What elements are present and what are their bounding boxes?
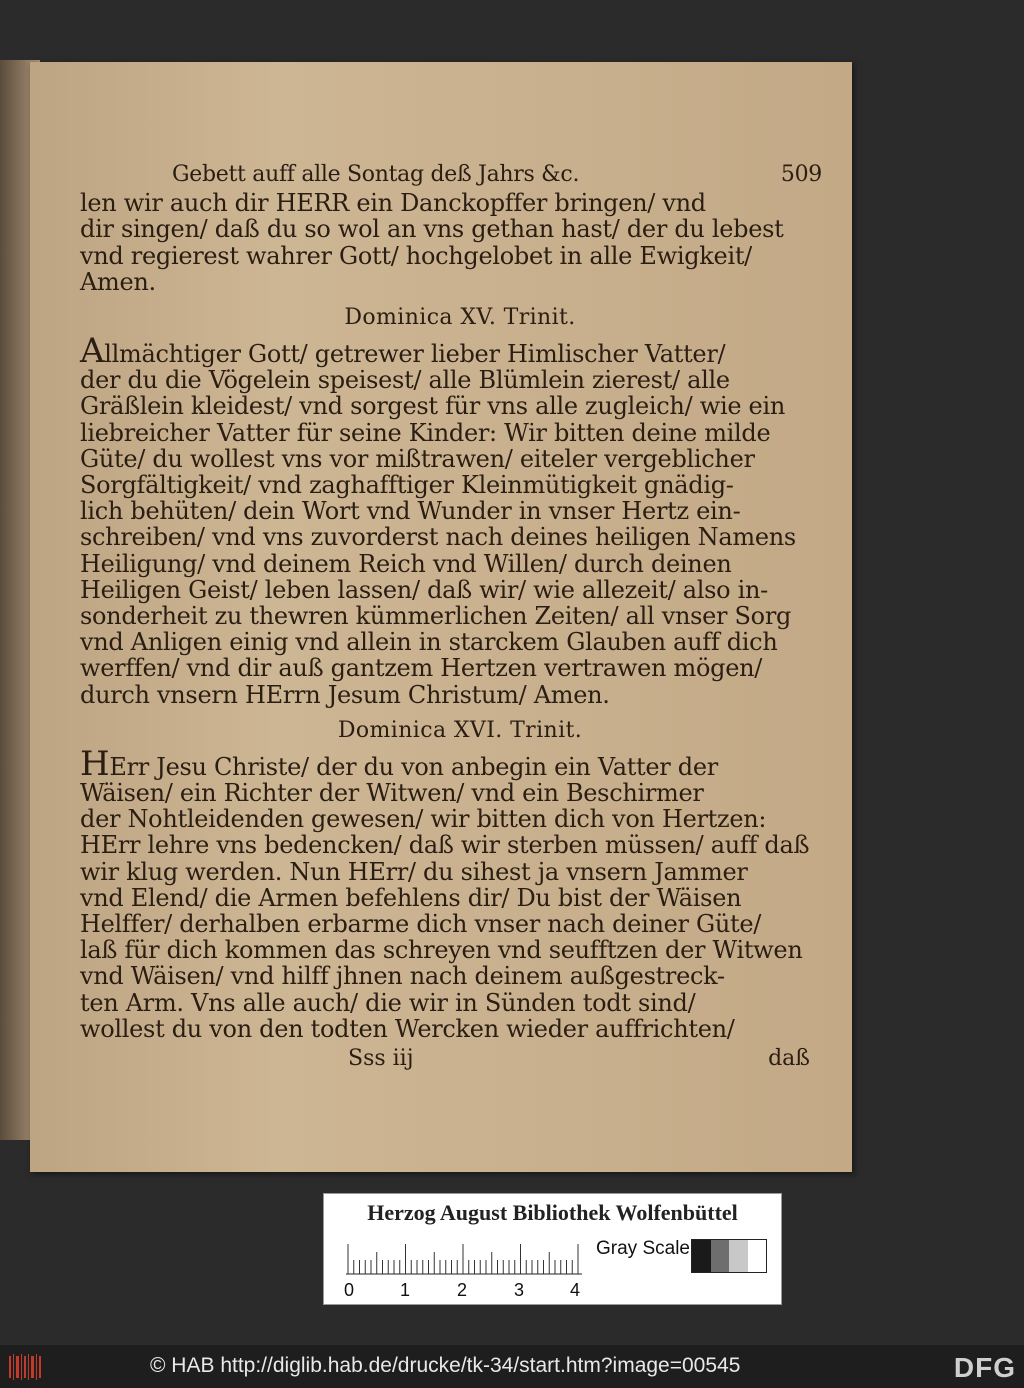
scale-number: 2: [457, 1280, 468, 1300]
catchword: daß: [768, 1046, 810, 1072]
gray-scale-swatches: [691, 1239, 767, 1273]
running-head: [80, 162, 840, 188]
text-line: HErr lehre vns bedencken/ daß wir sterben müssen/ auff daß: [80, 831, 810, 860]
page-text: [80, 162, 840, 1074]
text-line: Helffer/ derhalben erbarme dich vnser nach deiner Güte/: [80, 910, 762, 939]
text-line: liebreicher Vatter für seine Kinder: Wir bitten deine milde: [80, 418, 771, 447]
text-line: vnd Elend/ die Armen befehlens dir/ Du bist der Wäisen: [80, 883, 742, 912]
text-line: len wir auch dir HERR ein Danckopffer bringen/ vnd: [80, 189, 706, 218]
text-line: Wäisen/ ein Richter der Witwen/ vnd ein Beschirmer: [80, 779, 704, 808]
heading-dominica-xv: Dominica XV. Trinit.: [344, 305, 576, 331]
signature-mark: Sss iij: [348, 1046, 414, 1072]
text-line: der du die Vögelein speisest/ alle Blümlein zierest/ alle: [80, 366, 730, 395]
scale-number: 3: [514, 1280, 525, 1300]
text-line: wir klug werden. Nun HErr/ du sihest ja vnsern Jammer: [80, 857, 748, 886]
color-reference-card: [323, 1193, 782, 1305]
intro-paragraph: [80, 190, 840, 295]
gray-swatch: [729, 1240, 748, 1272]
text-line: Allmächtiger Gott/ getrewer lieber Himlischer Vatter/: [80, 331, 726, 372]
text-line: Sorgfältigkeit/ vnd zaghafftiger Kleinmütigkeit gnädig-: [80, 471, 734, 500]
text-line: ten Arm. Vns alle auch/ die wir in Sünden todt sind/: [80, 988, 696, 1017]
text-line: vnd regierest wahrer Gott/ hochgelobet in alle Ewigkeit/: [80, 241, 752, 270]
text-line: Amen.: [80, 267, 156, 296]
text-line: der Nohtleidenden gewesen/ wir bitten dich von Hertzen:: [80, 805, 767, 834]
page-number: 509: [780, 162, 822, 187]
gray-swatch: [692, 1240, 711, 1272]
prayer-dominica-xv: [80, 331, 840, 709]
text-line: dir singen/ daß du so wol an vns gethan hast/ der du lebest: [80, 215, 784, 244]
text-line: HErr Jesu Christe/ der du von anbegin ein Vatter der: [80, 743, 718, 784]
running-head-title: Gebett auff alle Sontag deß Jahrs &c.: [172, 162, 580, 187]
text-line: lich behüten/ dein Wort vnd Wunder in vnser Hertz ein-: [80, 497, 741, 526]
signature-line: [80, 1046, 840, 1074]
heading-dominica-xvi: Dominica XVI. Trinit.: [337, 717, 583, 743]
text-line: Heiligung/ vnd deinem Reich vnd Willen/ durch deinen: [80, 549, 732, 578]
gray-swatch: [748, 1240, 767, 1272]
barcode-icon: [8, 1352, 42, 1382]
text-line: vnd Anligen einig vnd allein in starckem Glauben auff dich: [80, 628, 778, 657]
text-line: vnd Wäisen/ vnd hilff jhnen nach deinem außgestreck-: [80, 962, 725, 991]
text-line: schreiben/ vnd vns zuvorderst nach deines heiligen Namens: [80, 523, 796, 552]
scale-number: 0: [344, 1280, 355, 1300]
prayer-dominica-xvi: [80, 743, 840, 1043]
text-line: werffen/ vnd dir auß gantzem Hertzen vertrawen mögen/: [80, 654, 763, 683]
gray-scale-label: Gray Scale: [596, 1238, 690, 1259]
footer-bar: [0, 1345, 1024, 1388]
copyright-link[interactable]: © HAB http://diglib.hab.de/drucke/tk-34/start.htm?image=00545: [150, 1354, 741, 1377]
text-line: wollest du von den todten Wercken wieder auffrichten/: [80, 1014, 735, 1043]
text-line: sonderheit zu thewren kümmerlichen Zeiten/ all vnser Sorg: [80, 602, 792, 631]
text-line: laß für dich kommen das schreyen vnd seufftzen der Witwen: [80, 936, 803, 965]
text-line: Güte/ du wollest vns vor mißtrawen/ eiteler vergeblicher: [80, 444, 755, 473]
dfg-logo: DFG: [953, 1352, 1016, 1383]
book-page: [30, 62, 852, 1172]
ruler-scale: [346, 1238, 582, 1278]
scale-number: 1: [400, 1280, 411, 1300]
scale-number: 4: [570, 1280, 581, 1300]
gray-swatch: [711, 1240, 730, 1272]
text-line: durch vnsern HErrn Jesum Christum/ Amen.: [80, 680, 610, 709]
text-line: Gräßlein kleidest/ vnd sorgest für vns alle zugleich/ wie ein: [80, 392, 785, 421]
text-line: Heiligen Geist/ leben lassen/ daß wir/ wie allezeit/ also in-: [80, 575, 768, 604]
card-title: Herzog August Bibliothek Wolfenbüttel: [367, 1200, 738, 1225]
